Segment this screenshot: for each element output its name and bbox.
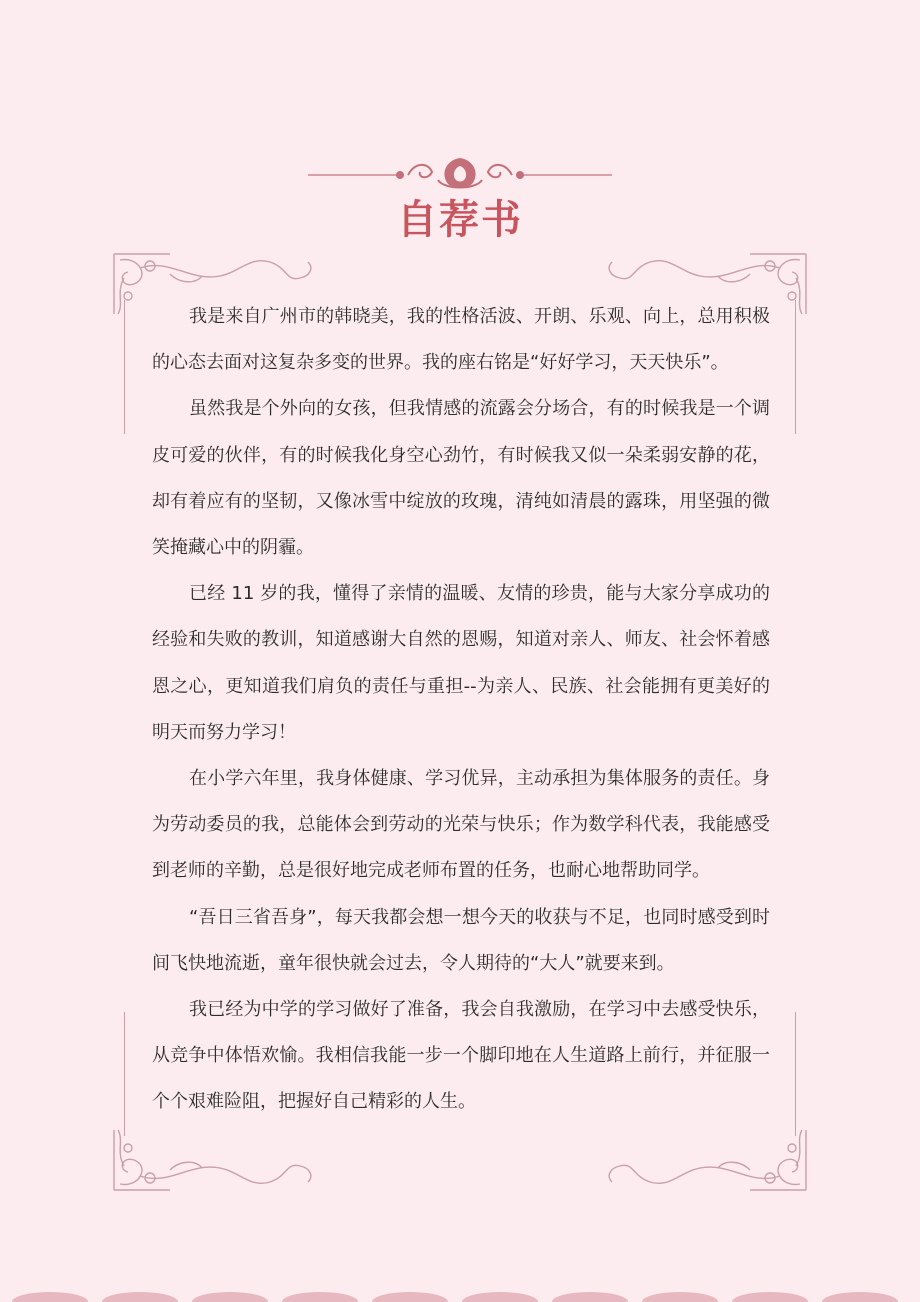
frame-line-right-bottom	[795, 1012, 796, 1136]
letter-body	[152, 294, 770, 1126]
paragraph-4: 在小学六年里，我身体健康、学习优异，主动承担为集体服务的责任。身为劳动委员的我，总能体会到劳动的光荣与快乐；作为数学科代表，我能感受到老师的辛勤，总是很好地完成老师布置的任务，也耐心地帮助同学。	[152, 768, 770, 882]
document-title: 自荐书	[397, 197, 523, 243]
floral-corner-ornament-icon	[600, 1126, 810, 1196]
paragraph-2: 虽然我是个外向的女孩，但我情感的流露会分场合，有的时候我是一个调皮可爱的伙伴，有的时候我化身空心劲竹，有时候我又似一朵柔弱安静的花，却有着应有的坚韧，又像冰雪中绽放的玫瑰，清纯如清晨的露珠，用坚强的微笑掩藏心中的阴霾。	[152, 398, 770, 559]
frame-line-left-bottom	[124, 1012, 125, 1136]
frame-line-left-top	[124, 300, 125, 434]
decorative-bottom-band	[0, 1286, 920, 1302]
paragraph-6: 我已经为中学的学习做好了准备，我会自我激励，在学习中去感受快乐，从竞争中体悟欢愉。我相信我能一步一个脚印地在人生道路上前行，并征服一个个艰难险阻，把握好自己精彩的人生。	[152, 999, 770, 1113]
paragraph-1: 我是来自广州市的韩晓美，我的性格活波、开朗、乐观、向上，总用积极的心态去面对这复杂多变的世界。我的座右铭是“好好学习，天天快乐”。	[152, 306, 770, 374]
paragraph-5: “吾日三省吾身”，每天我都会想一想今天的收获与不足，也同时感受到时间飞快地流逝，童年很快就会过去，令人期待的“大人”就要来到。	[152, 906, 770, 974]
paragraph-3: 已经 11 岁的我，懂得了亲情的温暖、友情的珍贵，能与大家分享成功的经验和失败的教训，知道感谢大自然的恩赐，知道对亲人、师友、社会怀着感恩之心，更知道我们肩负的责任与重担--为亲人、民族、社会能拥有更美好的明天而努力学习！	[152, 583, 770, 743]
floral-corner-ornament-icon	[110, 1126, 320, 1196]
frame-line-right-top	[795, 300, 796, 434]
